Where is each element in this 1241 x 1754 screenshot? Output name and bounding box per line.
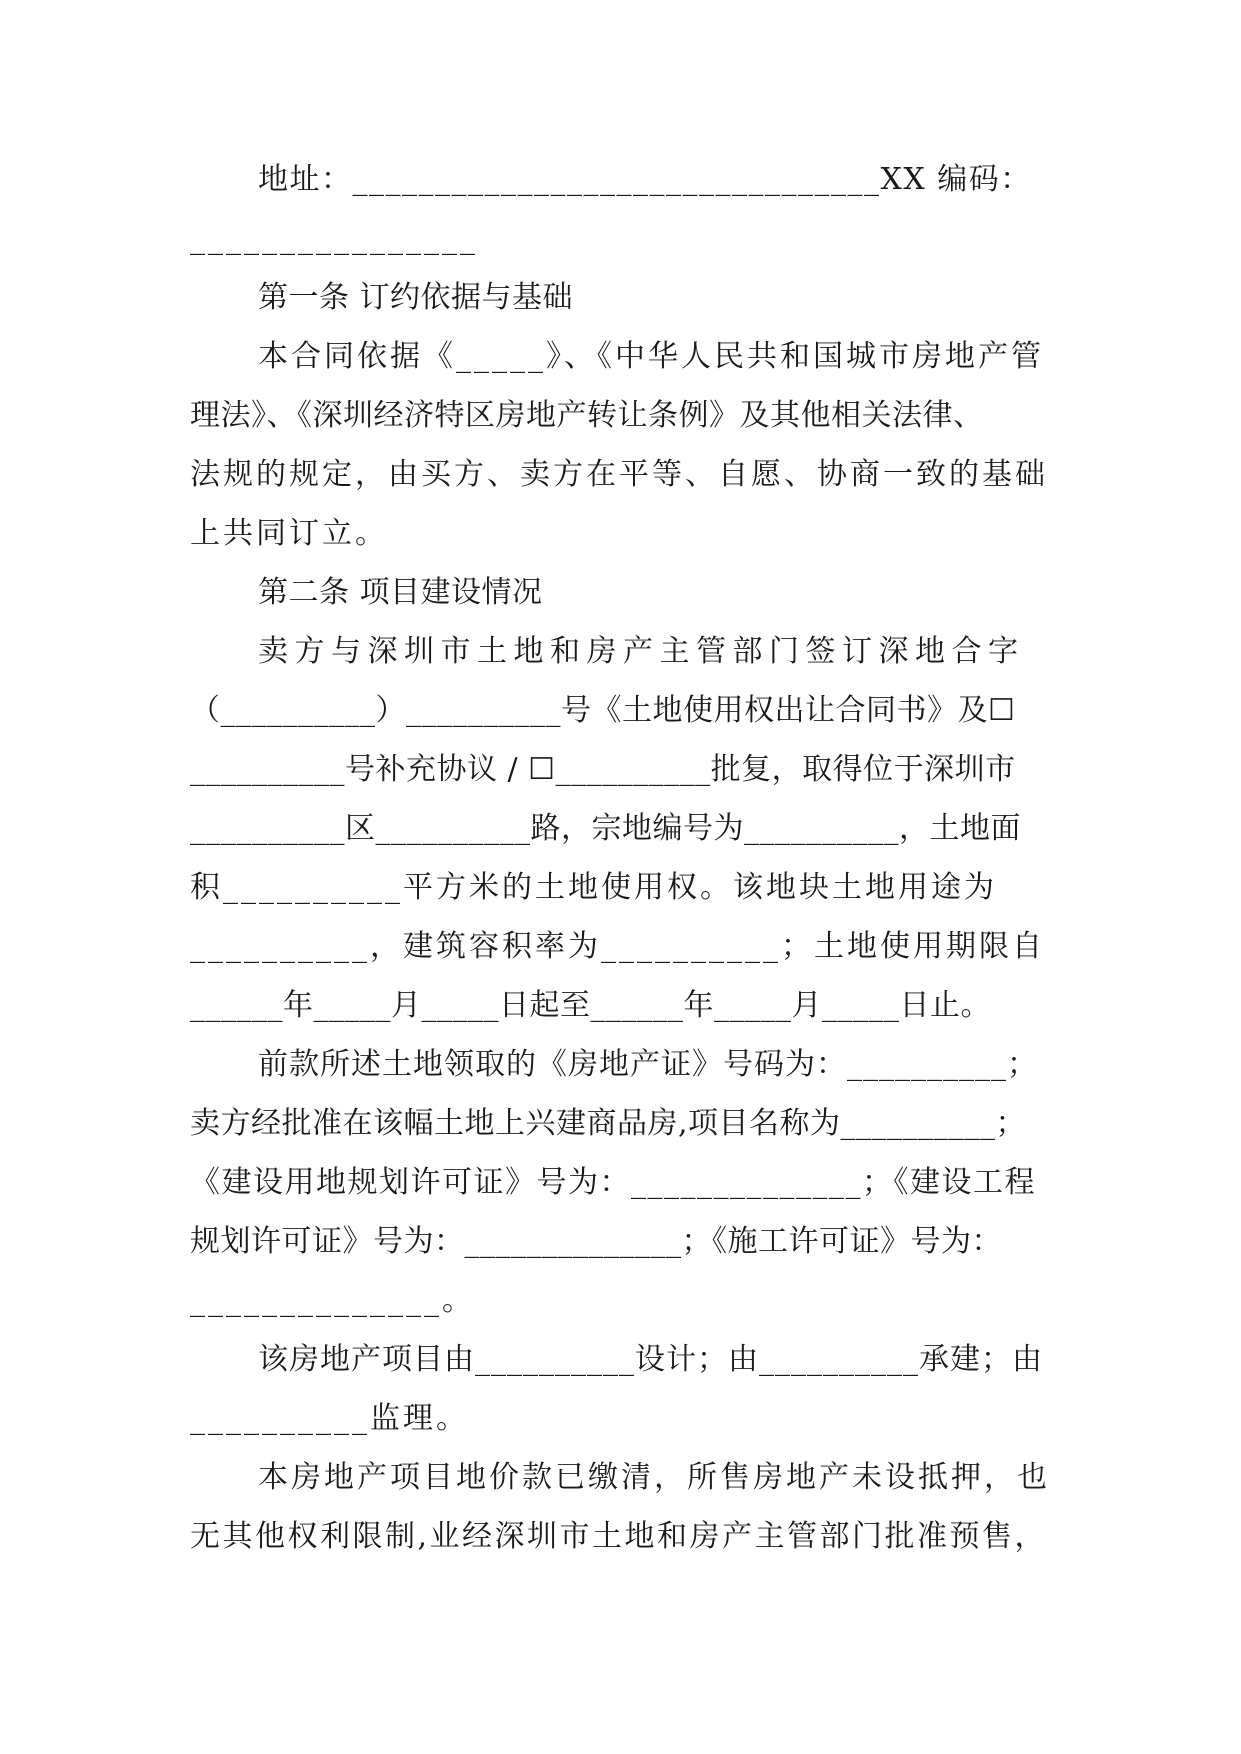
article-2-text-line-10: 《建设用地规划许可证》号为：______________；《建设工程	[190, 1165, 1036, 1200]
article-1-text-line-1: 本合同依据《_____》、《中华人民共和国城市房地产管	[258, 339, 1044, 374]
article-1-text-line-4: 上共同订立。	[190, 516, 388, 551]
article-1-heading: 第一条 订约依据与基础	[258, 280, 574, 315]
article-2-heading: 第二条 项目建设情况	[258, 575, 543, 610]
article-2-text-line-14: __________监理。	[190, 1401, 469, 1436]
postcode-blank-line: ________________	[190, 221, 478, 256]
address-line: 地址：________________________________XX 编码：	[258, 162, 1032, 197]
article-2-text-line-1: 卖方与深圳市土地和房产主管部门签订深地合字	[258, 634, 1025, 669]
article-2-text-line-6: __________，建筑容积率为__________；土地使用期限自	[190, 929, 1045, 964]
article-2-text-line-4: __________区__________路，宗地编号为__________，土地面	[190, 811, 1021, 846]
article-1-text-line-3: 法规的规定，由买方、卖方在平等、自愿、协商一致的基础	[190, 457, 1048, 492]
article-2-text-line-15: 本房地产项目地价款已缴清，所售房地产未设抵押，也	[258, 1460, 1050, 1495]
article-2-text-line-13: 该房地产项目由__________设计；由__________承建；由	[258, 1342, 1043, 1377]
article-2-text-line-11: 规划许可证》号为：______________；《施工许可证》号为：	[190, 1224, 1002, 1259]
article-2-text-line-3: __________号补充协议 / ☐__________批复，取得位于深圳市	[190, 752, 1016, 787]
article-2-text-line-7: ______年_____月_____日起至______年_____月_____日止。	[190, 988, 991, 1023]
article-1-text-line-2: 理法》、《深圳经济特区房地产转让条例》及其他相关法律、	[190, 398, 984, 433]
article-2-text-line-9: 卖方经批准在该幅土地上兴建商品房,项目名称为__________；	[190, 1106, 1027, 1141]
article-2-text-line-2: （__________）__________号《土地使用权出让合同书》及☐	[190, 693, 1016, 728]
article-2-text-line-8: 前款所述土地领取的《房地产证》号码为：__________；	[258, 1047, 1038, 1082]
contract-document	[190, 150, 1050, 1566]
article-2-text-line-12: ______________。	[190, 1283, 475, 1318]
article-2-text-line-16: 无其他权利限制,业经深圳市土地和房产主管部门批准预售，	[190, 1519, 1048, 1554]
article-2-text-line-5: 积__________平方米的土地使用权。该地块土地用途为	[190, 870, 997, 905]
